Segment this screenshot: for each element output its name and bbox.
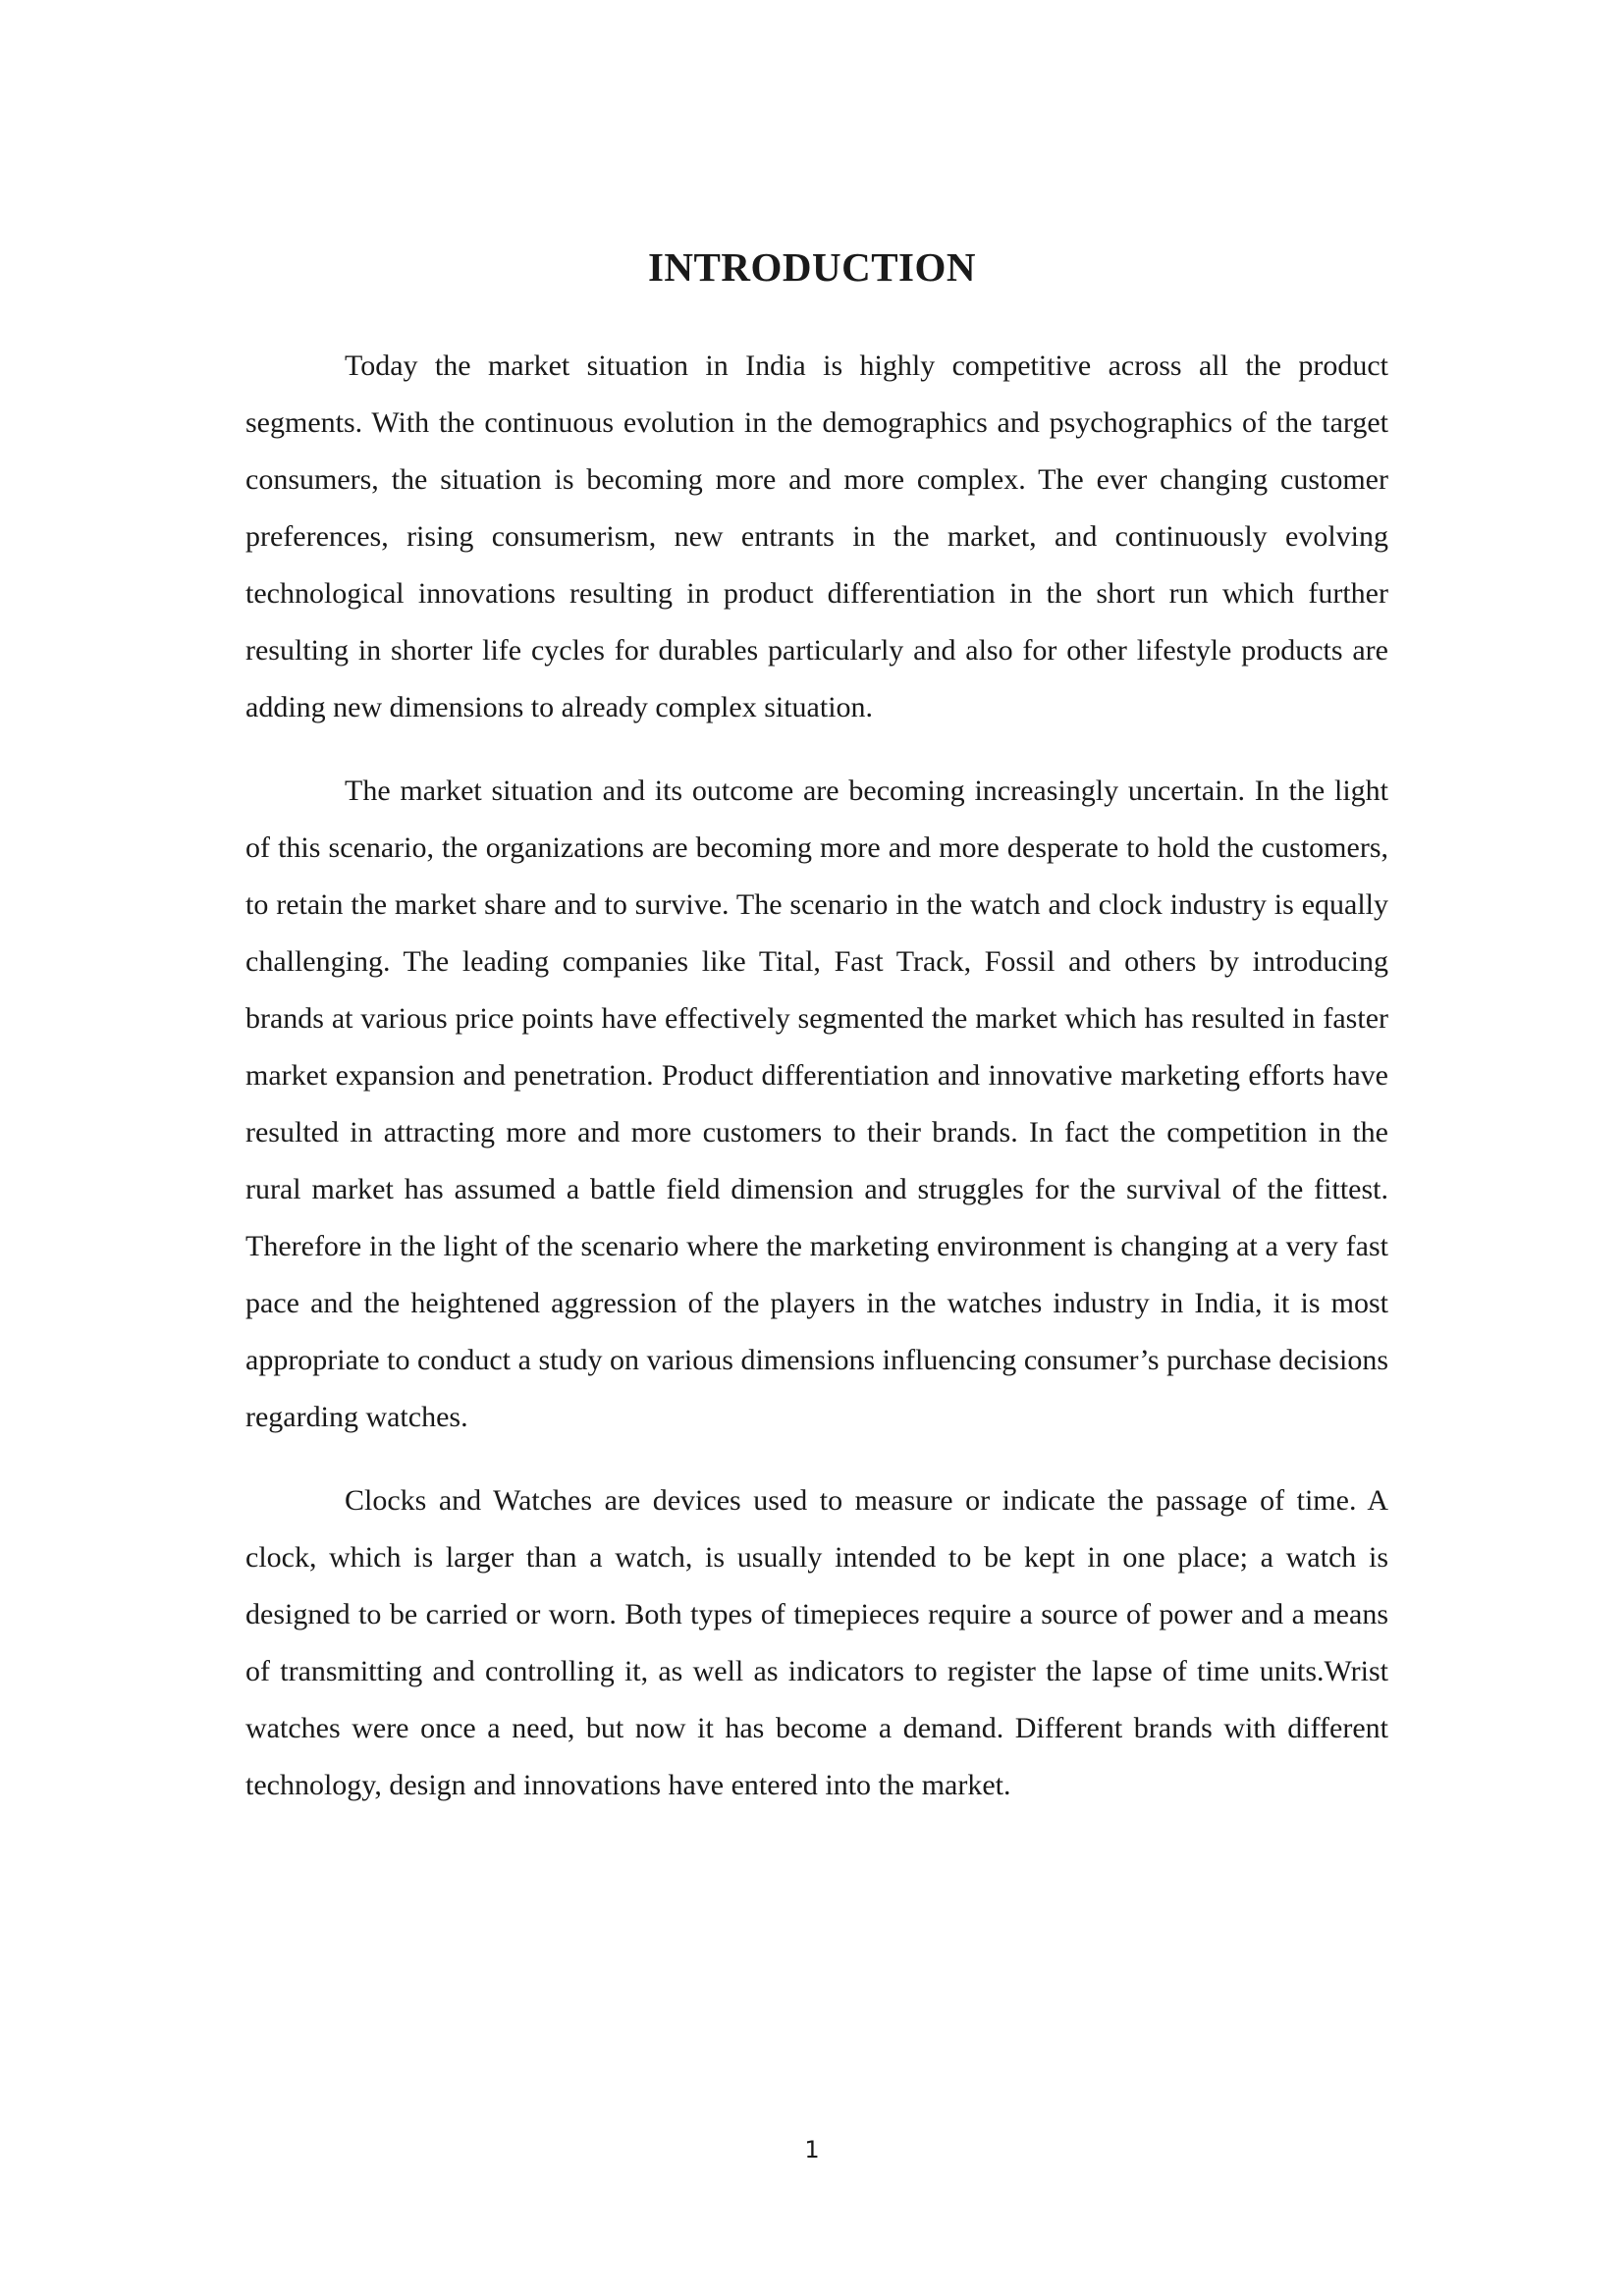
page-number: 1 — [804, 2136, 820, 2163]
paragraph-2: The market situation and its outcome are becoming increasingly uncertain. In the light of this scenario, the organizations are becoming more and more desperate to hold the customers, to retain the market share and to survive. The scenario in the watch and clock industry is equally challenging. The leading companies like Tital, Fast Track, Fossil and others by introducing brands at various price points have effectively segmented the market which has resulted in faster market expansion and penetration. Product differentiation and innovative marketing efforts have resulted in attracting more and more customers to their brands. In fact the competition in the rural market has assumed a battle field dimension and struggles for the survival of the fittest. Therefore in the light of the scenario where the marketing environment is changing at a very fast pace and the heightened aggression of the players in the watches industry in India, it is most appropriate to conduct a study on various dimensions influencing consumer’s purchase decisions regarding watches. — [245, 774, 1388, 1433]
paragraph-1: Today the market situation in India is highly competitive across all the product segments. With the continuous evolution in the demographics and psychographics of the target consumers, the situation is becoming more and more complex. The ever changing customer preferences, rising consumerism, new entrants in the market, and continuously evolving technological innovations resulting in product differentiation in the short run which further resulting in shorter life cycles for durables particularly and also for other lifestyle products are adding new dimensions to already complex situation. — [245, 349, 1388, 723]
body-text — [245, 338, 1388, 1841]
paragraph-3: Clocks and Watches are devices used to measure or indicate the passage of time. A clock, which is larger than a watch, is usually intended to be kept in one place; a watch is designed to be carried or worn. Both types of timepieces require a source of power and a means of transmitting and controlling it, as well as indicators to register the lapse of time units.Wrist watches were once a need, but now it has become a demand. Different brands with different technology, design and innovations have entered into the market. — [245, 1484, 1388, 1801]
page-title: INTRODUCTION — [647, 244, 977, 290]
